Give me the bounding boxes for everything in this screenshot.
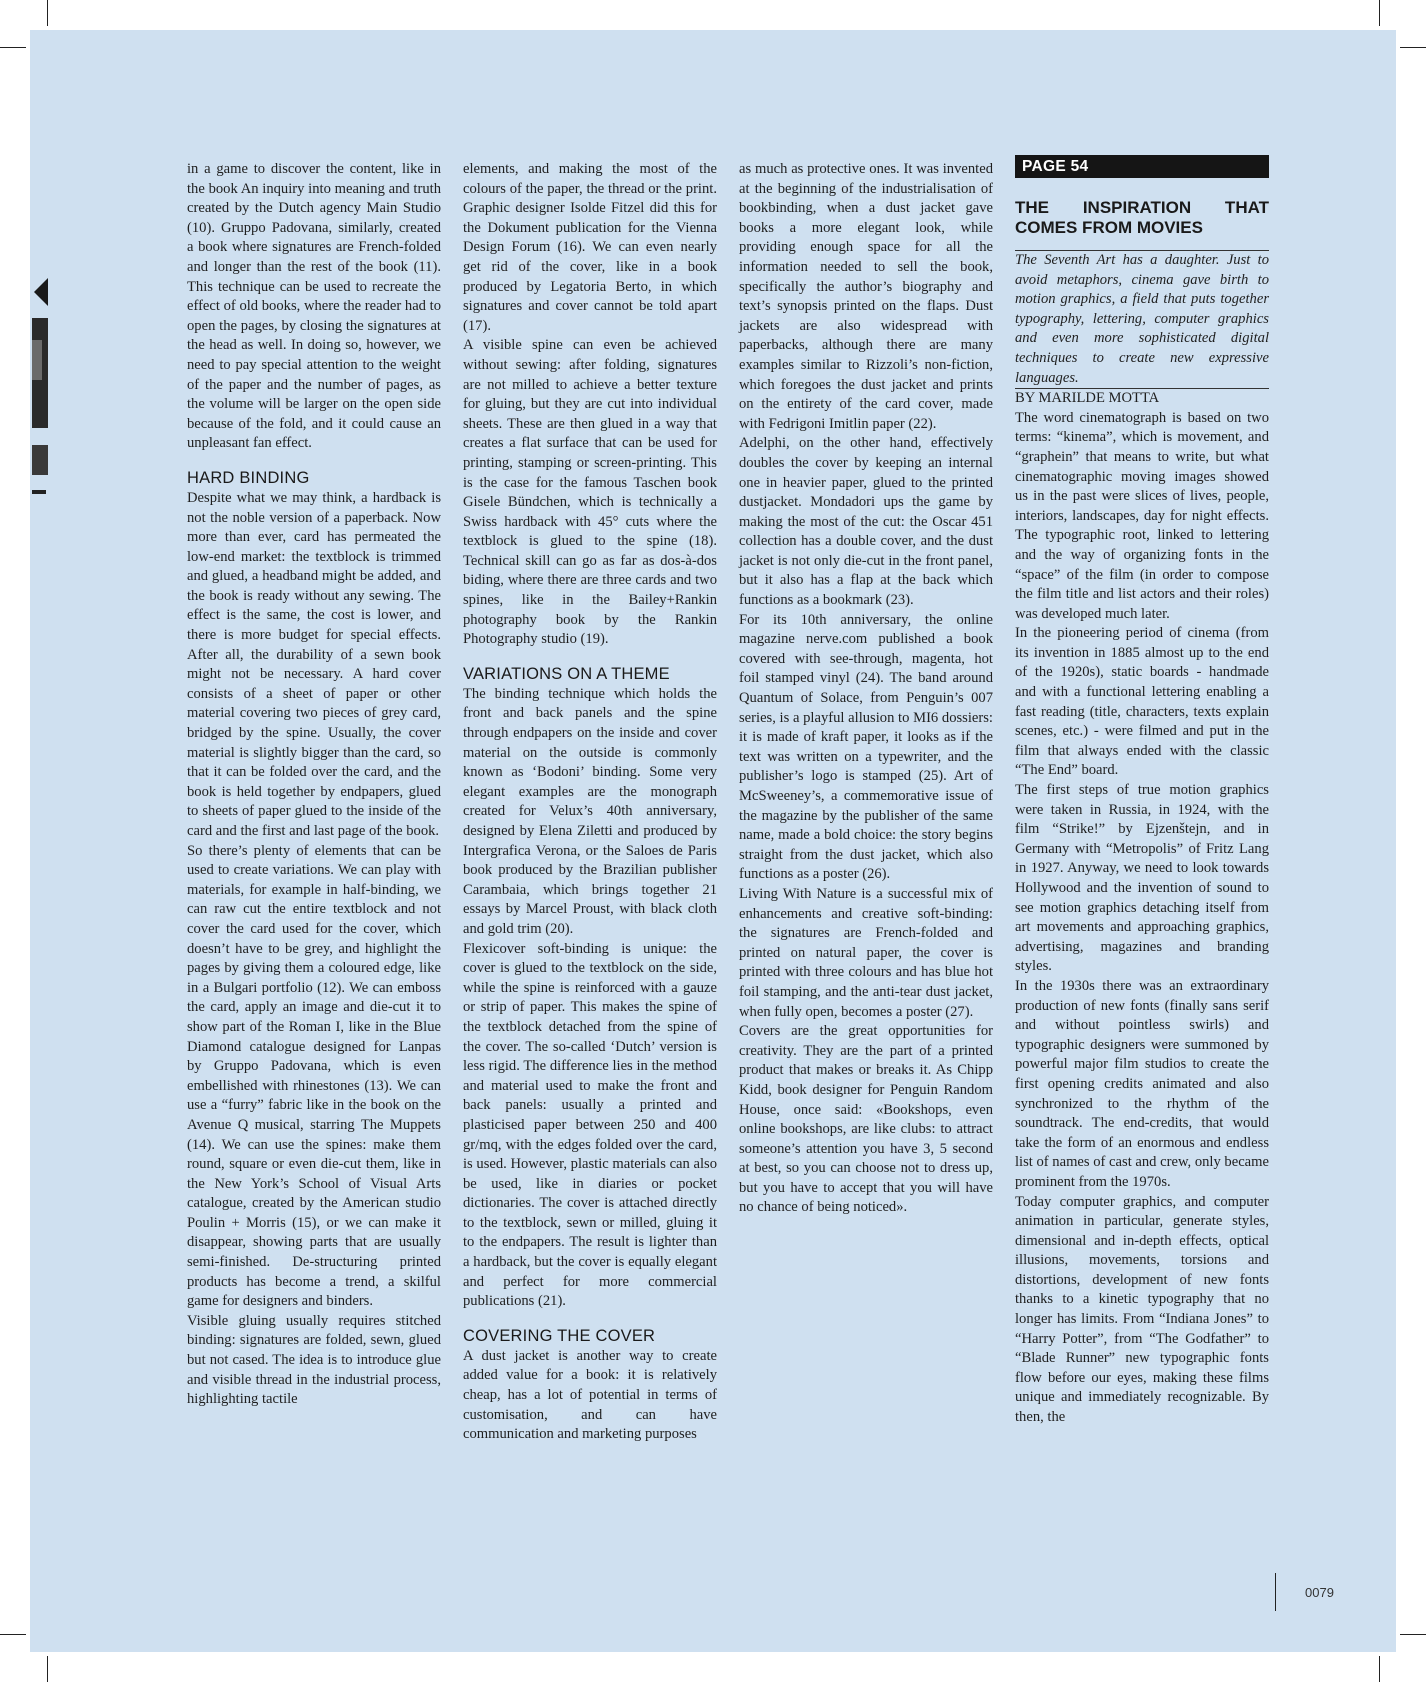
body-paragraph: Adelphi, on the other hand, effectively doubles the cover by keeping an internal one in heavier paper, glued to the printed dustjacket. Mondadori ups the game by making the most of the cut: the Oscar 451 collection has a double cover, and the dust jacket is not only die-cut in the front panel, but it also has a flap at the back which functions as a bookmark (23). <box>739 435 993 609</box>
sidebar-column <box>1015 155 1269 1428</box>
crop-mark <box>0 47 26 48</box>
sidebar-paragraph: The first steps of true motion graphics were taken in Russia, in 1924, with the film “Strike!” by Ejzenštejn, and in Germany with “Metropolis” of Fritz Lang in 1927. Anyway, we need to look towards Hollywood and the invention of sound to see motion graphics detaching itself from art movements and approaching graphics, advertising, magazines and branding styles. <box>1015 782 1269 975</box>
section-heading: VARIATIONS ON A THEME <box>463 664 670 683</box>
section-heading: COVERING THE COVER <box>463 1326 656 1345</box>
body-paragraph: For its 10th anniversary, the online magazine nerve.com published a book covered with see-through, magenta, hot foil stamped vinyl (24). The band around Quantum of Solace, from Penguin’s 007 series, is a playful allusion to MI6 dossiers: it is made of kraft paper, it looks as if the text was written on a typewriter, and the publisher’s logo is stamped (25). Art of McSweeney’s, a commemorative issue of the magazine by the publisher of the same name, made a bold choice: the story begins straight from the dust jacket, which also functions as a poster (26). <box>739 611 993 883</box>
crop-mark <box>1400 47 1426 48</box>
sidebar-title: THE INSPIRATION THAT COMES FROM MOVIES <box>1015 198 1269 237</box>
sidebar-paragraph: Today computer graphics, and computer animation in particular, generate styles, dimensional and in-depth effects, optical illusions, movements, torsions and distortions, development of new fonts thanks to a kinetic typography that no longer has limits. From “Indiana Jones” to “Harry Potter”, from “The Godfather” to “Blade Runner” new typographic fonts flow before our eyes, making these films unique and immediately recognizable. By then, the <box>1015 1193 1269 1426</box>
byline: BY MARILDE MOTTA <box>1015 390 1160 407</box>
crop-mark <box>47 1656 48 1682</box>
body-paragraph: Flexicover soft-binding is unique: the cover is glued to the textblock on the side, while the spine is reinforced with a gauze or strip of paper. This makes the spine of the textblock detached from the spine of the cover. The so-called ‘Dutch’ version is less rigid. The difference lies in the method and material used to make the front and back panels: usually a printed and plasticised paper between 250 and 400 gr/mq, with the edges folded over the card, is used. However, plastic materials can also be used, like in diaries or pocket dictionaries. The cover is attached directly to the textblock, sewn or milled, gluing it to the endpapers. The result is lighter than a hardback, but the cover is equally elegant and perfect for more commercial publications (21). <box>463 940 717 1310</box>
crop-mark <box>1400 1634 1426 1635</box>
section-heading: HARD BINDING <box>187 468 310 487</box>
sidebar-paragraph: In the 1930s there was an extraordinary production of new fonts (finally sans serif and without pointless swirls) and typographic designers were summoned by powerful major film studios to create the first opening credits animated and also synchronized to the rhythm of the soundtrack. The end-credits, that would take the form of an enormous and endless list of names of cast and crew, only became prominent from the 1970s. <box>1015 977 1269 1190</box>
standfirst: The Seventh Art has a daughter. Just to avoid metaphors, cinema gave birth to motion graphics, a field that puts together typography, lettering, computer graphics and even more sophisticated digital techniques to create new expressive languages. <box>1015 252 1269 386</box>
body-paragraph: as much as protective ones. It was invented at the beginning of the industrialisation of bookbinding, when a dust jacket gave books a more elegant look, while providing enough space for all the information needed to sell the book, specifically the author’s biography and text’s synopsis printed on the flaps. Dust jackets are also widespread with paperbacks, although there are many examples similar to Rizzoli’s non-fiction, which foregoes the dust jacket and prints on the entirety of the card cover, made with Fedrigoni Imitlin paper (22). <box>739 161 993 432</box>
folio-divider <box>1275 1573 1276 1611</box>
page-number: 0079 <box>1305 1585 1334 1600</box>
body-paragraph: Covers are the great opportunities for creativity. They are the part of a printed product that makes or breaks it. As Chipp Kidd, book designer for Penguin Random House, once said: «Bookshops, even online bookshops, are like clubs: to attract someone’s attention you have 3, 5 second at best, so you can choose not to dress up, but you have to accept that you will have no chance of being noticed». <box>739 1023 993 1216</box>
page-reference-tag: PAGE 54 <box>1015 155 1269 178</box>
article-column-1 <box>187 160 441 1410</box>
body-paragraph: So there’s plenty of elements that can be used to create variations. We can play with materials, for example in half-binding, we can raw cut the entire textblock and not cover the card used for the cover, which doesn’t have to be grey, and highlight the pages by giving them a coloured edge, like in a Bulgari portfolio (12). We can emboss the card, apply an image and die-cut it to show part of the Roman I, like in the Blue Diamond catalogue designed for Lanpas by Gruppo Padovana, which is even embellished with rhinestones (13). We can use a “furry” fabric like in the book on the Avenue Q musical, starring The Muppets (14). We can use the spines: make them round, square or even die-cut them, like in the New York’s School of Visual Arts catalogue, created by the American studio Poulin + Morris (15), or we can make it disappear, showing parts that are usually semi-finished. De-structuring printed products has become a trend, a skilful game for designers and binders. <box>187 842 441 1310</box>
crop-mark <box>47 0 48 26</box>
body-paragraph: Living With Nature is a successful mix of enhancements and creative soft-binding: the signatures are French-folded and printed on natural paper, the cover is printed with three colours and has blue hot foil stamping, and the anti-tear dust jacket, when fully open, becomes a poster (27). <box>739 885 993 1020</box>
body-paragraph: elements, and making the most of the colours of the paper, the thread or the print. Graphic designer Isolde Fitzel did this for the Dokument publication for the Vienna Design Forum (16). We can even nearly get rid of the cover, like in a book produced by Legatoria Berto, in which signatures and cover cannot be told apart (17). <box>463 161 717 334</box>
sidebar-paragraph: In the pioneering period of cinema (from its invention in 1885 almost up to the end of the 1920s), static boards - handmade and with a functional lettering enabling a fast reading (title, characters, texts explain scenes, etc.) - were filmed and put in the film that always ended with the classic “The End” board. <box>1015 625 1269 779</box>
sidebar-paragraph: The word cinematograph is based on two terms: “kinema”, which is movement, and “graphein” that means to write, but what cinematographic moving images showed us in the past were slices of lives, people, interiors, landscapes, day for night effects. The typographic root, linked to lettering and the way of organizing fonts in the “space” of the film (in order to compose the film title and list actors and their roles) was developed much later. <box>1015 409 1269 622</box>
edge-image-fragment <box>30 270 50 510</box>
body-paragraph: A visible spine can even be achieved without sewing: after folding, signatures are not milled to achieve a better texture for gluing, but they are cut into individual sheets. These are then glued in a way that creates a flat surface that can be used for printing, stamping or screen-printing. This is the case for the famous Taschen book Gisele Bündchen, which is technically a Swiss hardback with 45° cuts where the textblock is glued to the spine (18). Technical skill can go as far as dos-à-dos biding, where there are three cards and two spines, like in the Bailey+Rankin photography book by the Rankin Photography studio (19). <box>463 337 717 648</box>
body-paragraph: Despite what we may think, a hardback is not the noble version of a paperback. Now more than ever, card has permeated the low-end market: the textblock is trimmed and glued, a headband might be added, and the book is ready without any sewing. The effect is the same, the cost is lower, and there is more budget for special effects. After all, the durability of a sewn book might not be necessary. A hard cover consists of a sheet of paper or other material covering two pieces of grey card, bridged by the spine. Usually, the cover material is slightly bigger than the card, so that it can be folded over the card, and the book is held together by endpapers, glued to sheets of paper glued to the inside of the card and the first and last page of the book. <box>187 489 441 839</box>
crop-mark <box>1379 1656 1380 1682</box>
body-paragraph: in a game to discover the content, like in the book An inquiry into meaning and truth created by the Dutch agency Main Studio (10). Gruppo Padovana, similarly, created a book where signatures are French-folded and longer than the rest of the book (11). This technique can be used to recreate the effect of old books, where the reader had to open the pages, by closing the signatures at the head as well. In doing so, however, we need to pay special attention to the weight of the paper and the number of pages, as the volume will be larger on the open side because of the fold, and it could cause an unpleasant fan effect. <box>187 161 441 452</box>
article-column-2 <box>463 160 717 1445</box>
crop-mark <box>1379 0 1380 26</box>
article-column-3 <box>739 160 993 1218</box>
crop-mark <box>0 1634 26 1635</box>
body-paragraph: Visible gluing usually requires stitched binding: signatures are folded, sewn, glued but not cased. The idea is to introduce glue and visible thread in the industrial process, highlighting tactile <box>187 1312 441 1408</box>
body-paragraph: The binding technique which holds the front and back panels and the spine through endpapers on the inside and cover material on the outside is commonly known as ‘Bodoni’ binding. Some very elegant examples are the monograph created for Velux’s 40th anniversary, designed by Elena Ziletti and produced by Intergrafica Verona, or the Saloes de Paris book produced by the Brazilian publisher Carambaia, which brings together 21 essays by Marcel Proust, with black cloth and gold trim (20). <box>463 685 717 937</box>
body-paragraph: A dust jacket is another way to create added value for a book: it is relatively cheap, has a lot of potential in terms of customisation, and can have communication and marketing purposes <box>463 1347 717 1443</box>
